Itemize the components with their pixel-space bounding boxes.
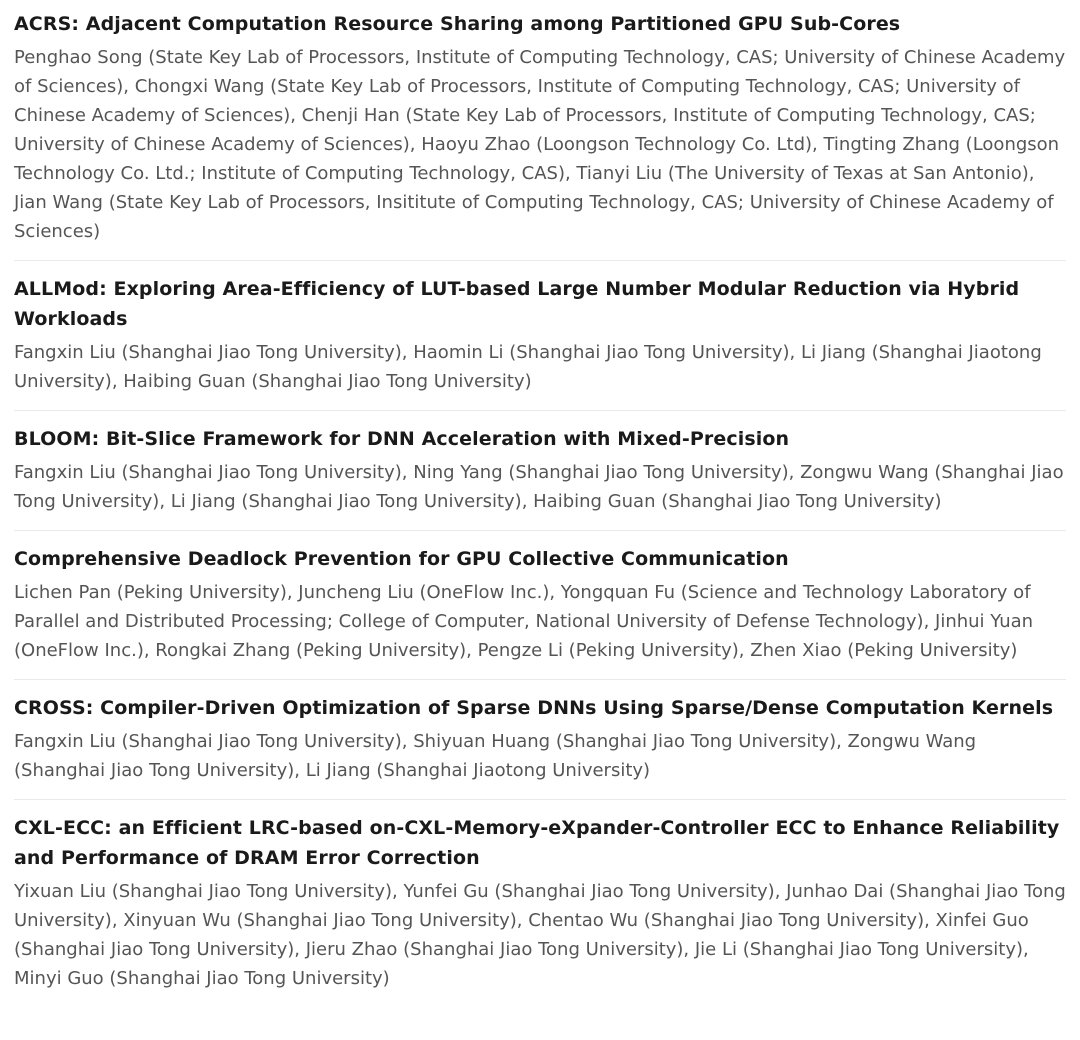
paper-item bbox=[14, 410, 1066, 530]
paper-authors: Yixuan Liu (Shanghai Jiao Tong University), Yunfei Gu (Shanghai Jiao Tong University), Junhao Dai (Shanghai Jiao Tong University), Xinyuan Wu (Shanghai Jiao Tong University), Chentao Wu (Shanghai Jiao Tong University), Xinfei Guo (Shanghai Jiao Tong University), Jieru Zhao (Shanghai Jiao Tong University), Jie Li (Shanghai Jiao Tong University), Minyi Guo (Shanghai Jiao Tong University) bbox=[14, 881, 1066, 989]
paper-title: CXL-ECC: an Efficient LRC-based on-CXL-Memory-eXpander-Controller ECC to Enhance Reliability and Performance of DRAM Error Correction bbox=[14, 817, 1060, 869]
paper-authors: Fangxin Liu (Shanghai Jiao Tong University), Haomin Li (Shanghai Jiao Tong University), Li Jiang (Shanghai Jiaotong University), Haibing Guan (Shanghai Jiao Tong University) bbox=[14, 342, 1042, 392]
paper-title: BLOOM: Bit-Slice Framework for DNN Acceleration with Mixed-Precision bbox=[14, 428, 790, 450]
paper-title: ALLMod: Exploring Area-Efficiency of LUT-based Large Number Modular Reduction via Hybrid Workloads bbox=[14, 278, 1020, 330]
paper-item bbox=[14, 799, 1066, 1007]
paper-title: Comprehensive Deadlock Prevention for GPU Collective Communication bbox=[14, 548, 789, 570]
paper-authors: Lichen Pan (Peking University), Juncheng Liu (OneFlow Inc.), Yongquan Fu (Science and Technology Laboratory of Parallel and Distributed Processing; College of Computer, National University of Defense Technology), Jinhui Yuan (OneFlow Inc.), Rongkai Zhang (Peking University), Pengze Li (Peking University), Zhen Xiao (Peking University) bbox=[14, 582, 1034, 661]
paper-authors: Fangxin Liu (Shanghai Jiao Tong University), Ning Yang (Shanghai Jiao Tong University), Zongwu Wang (Shanghai Jiao Tong University), Li Jiang (Shanghai Jiao Tong University), Haibing Guan (Shanghai Jiao Tong University) bbox=[14, 462, 1064, 512]
paper-item bbox=[14, 679, 1066, 799]
paper-title: CROSS: Compiler-Driven Optimization of Sparse DNNs Using Sparse/Dense Computation Kernels bbox=[14, 697, 1054, 719]
paper-item bbox=[14, 260, 1066, 410]
paper-authors: Fangxin Liu (Shanghai Jiao Tong University), Shiyuan Huang (Shanghai Jiao Tong University), Zongwu Wang (Shanghai Jiao Tong University), Li Jiang (Shanghai Jiaotong University) bbox=[14, 731, 977, 781]
paper-title: ACRS: Adjacent Computation Resource Sharing among Partitioned GPU Sub-Cores bbox=[14, 13, 901, 35]
paper-item bbox=[14, 0, 1066, 260]
paper-authors: Penghao Song (State Key Lab of Processors, Institute of Computing Technology, CAS; University of Chinese Academy of Sciences), Chongxi Wang (State Key Lab of Processors, Institute of Computing Technology, CAS; University of Chinese Academy of Sciences), Chenji Han (State Key Lab of Processors, Institute of Computing Technology, CAS; University of Chinese Academy of Sciences), Haoyu Zhao (Loongson Technology Co. Ltd), Tingting Zhang (Loongson Technology Co. Ltd.; Institute of Computing Technology, CAS), Tianyi Liu (The University of Texas at San Antonio), Jian Wang (State Key Lab of Processors, Insititute of Computing Technology, CAS; University of Chinese Academy of Sciences) bbox=[14, 47, 1066, 242]
paper-item bbox=[14, 530, 1066, 679]
